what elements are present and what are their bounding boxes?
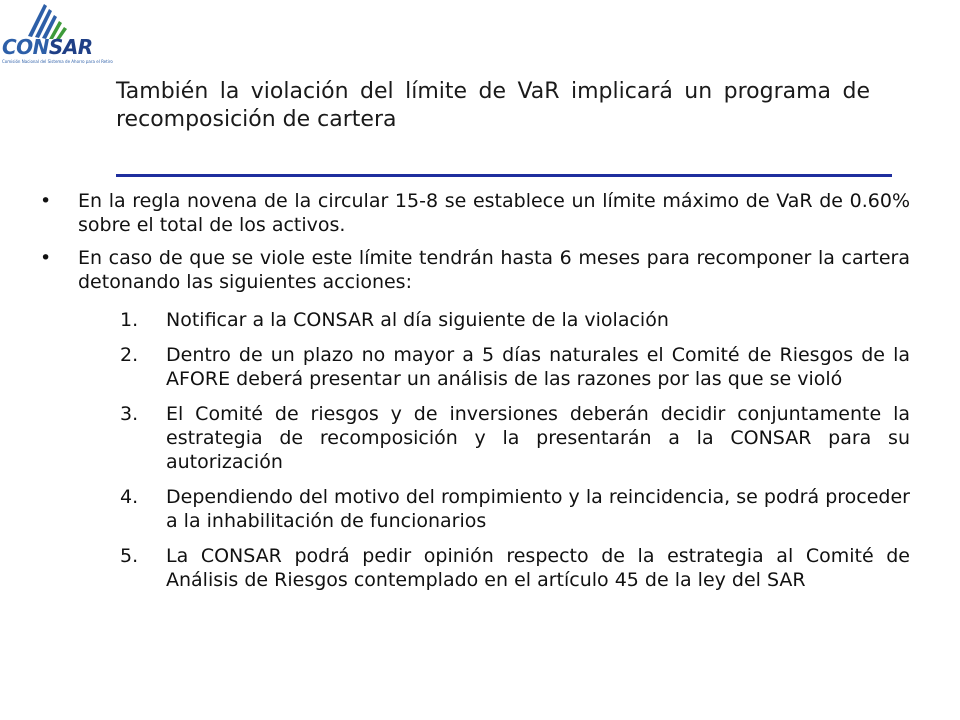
step-number: 3.: [120, 403, 139, 425]
step-text: La CONSAR podrá pedir opinión respecto de la estrategia al Comité de Análisis de Riesgos contemplado en el artículo 45 de la ley del SAR: [166, 545, 910, 591]
step-text: Notificar a la CONSAR al día siguiente de la violación: [166, 309, 669, 331]
logo-con-text: CON: [2, 35, 49, 59]
step-number: 5.: [120, 545, 139, 567]
action-step: [40, 402, 910, 474]
bullet-text: En caso de que se viole este límite tendrán hasta 6 meses para recomponer la cartera detonando las siguientes acciones:: [78, 247, 910, 293]
title-divider: [116, 174, 892, 177]
consar-logo: [0, 0, 113, 72]
consar-wordmark: [2, 36, 93, 58]
action-steps-list: [40, 308, 910, 592]
step-text: Dependiendo del motivo del rompimiento y la reincidencia, se podrá proceder a la inhabilitación de funcionarios: [166, 486, 910, 532]
bullet-item: [40, 246, 910, 294]
step-number: 4.: [120, 486, 139, 508]
bullet-text: En la regla novena de la circular 15-8 se establece un límite máximo de VaR de 0.60% sobre el total de los activos.: [78, 190, 910, 236]
action-step: [40, 485, 910, 533]
bullet-marker: •: [40, 190, 52, 212]
step-number: 2.: [120, 344, 139, 366]
slide-content: [40, 189, 910, 603]
step-text: Dentro de un plazo no mayor a 5 días naturales el Comité de Riesgos de la AFORE deberá presentar un análisis de las razones por las que se violó: [166, 344, 910, 390]
slide-title: También la violación del límite de VaR implicará un programa de recomposición de cartera: [116, 79, 870, 132]
action-step: [40, 544, 910, 592]
step-number: 1.: [120, 309, 139, 331]
bullet-item: [40, 189, 910, 237]
action-step: [40, 343, 910, 391]
step-text: El Comité de riesgos y de inversiones deberán decidir conjuntamente la estrategia de recomposición y la presentarán a la CONSAR para su autorización: [166, 403, 910, 473]
logo-sar-text: SAR: [48, 35, 93, 59]
bullet-marker: •: [40, 247, 52, 269]
action-step: [40, 308, 910, 332]
logo-subtitle: Comisión Nacional del Sistema de Ahorro para el Retiro: [2, 59, 113, 64]
